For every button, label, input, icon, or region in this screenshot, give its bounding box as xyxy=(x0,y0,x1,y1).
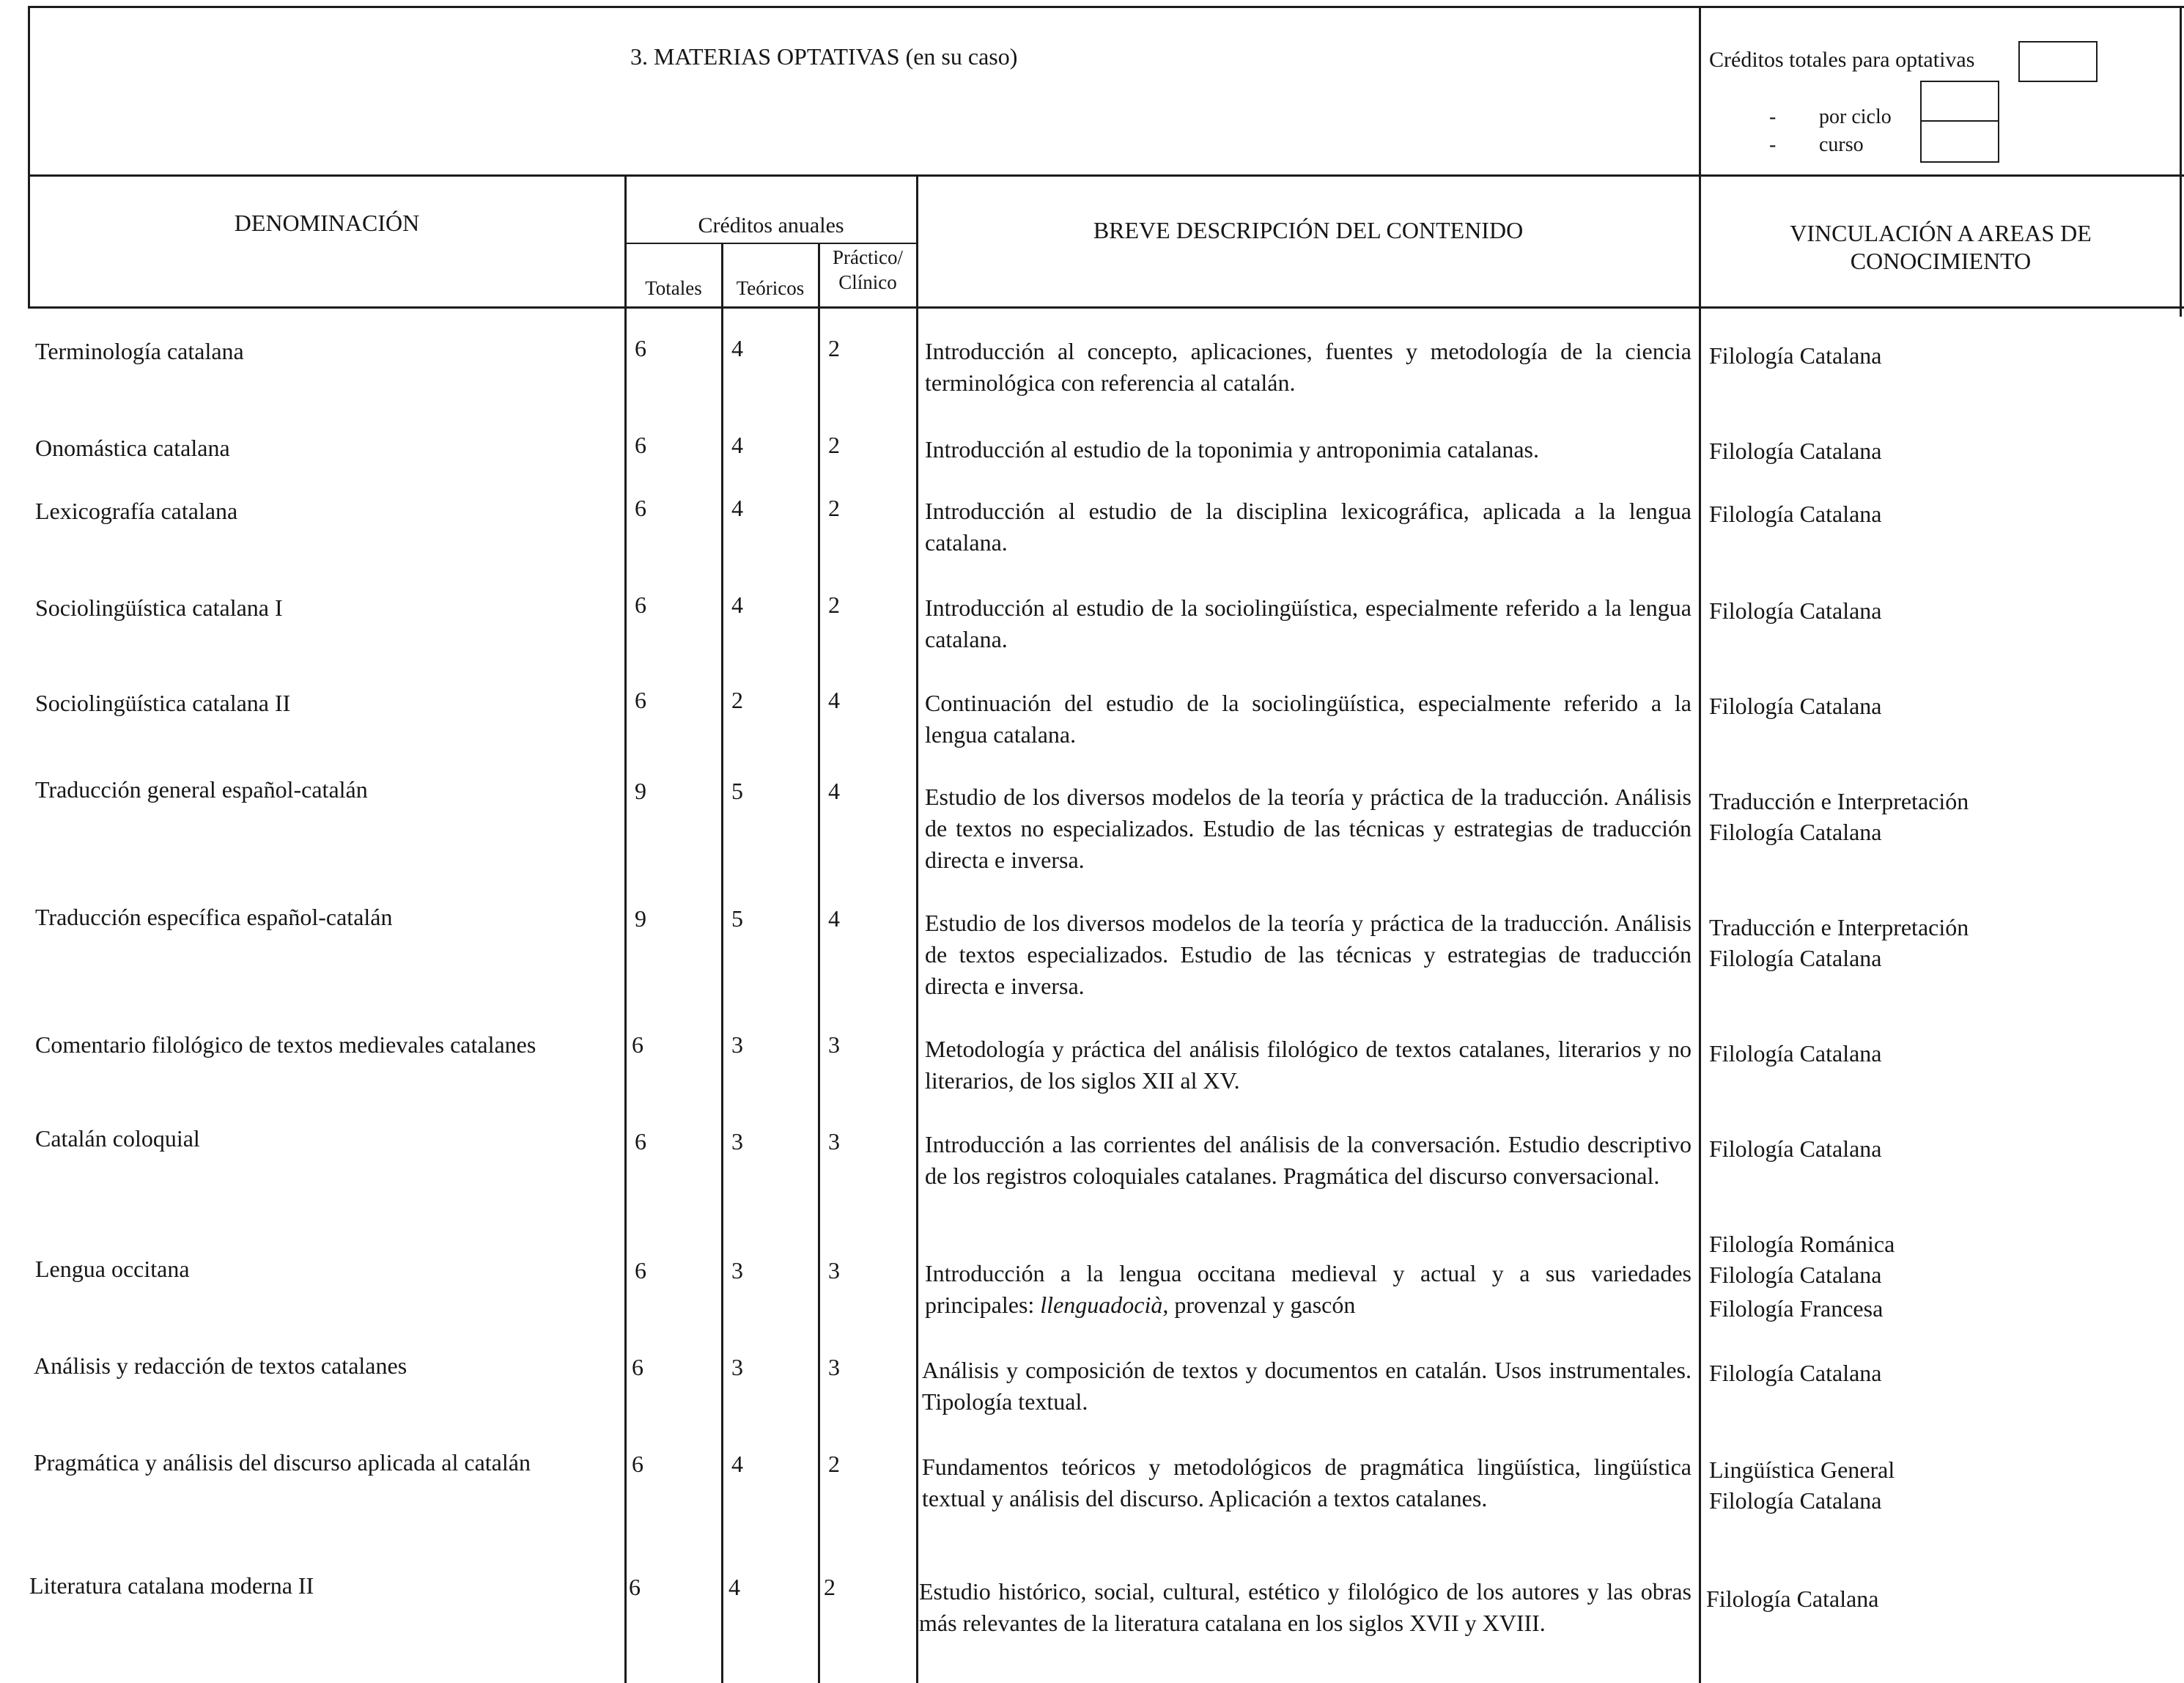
row-totales: 6 xyxy=(632,1451,643,1477)
per-cycle-label: por ciclo xyxy=(1819,106,1892,128)
col-header-bottom-line xyxy=(28,306,2184,309)
row-description: Continuación del estudio de la sociolingüística, especialmente referido a la lengua catalana. xyxy=(925,690,1692,748)
row-area: Filología Catalana xyxy=(1709,1135,1882,1162)
row-practicos: 2 xyxy=(828,335,840,361)
totales-divider xyxy=(721,243,723,1683)
denominacion-divider xyxy=(624,176,627,1683)
row-area: Filología Catalana xyxy=(1709,945,1882,971)
row-teoricos: 4 xyxy=(731,432,743,458)
teoricos-divider xyxy=(818,243,820,1683)
row-area: Filología Francesa xyxy=(1709,1295,1884,1322)
row-area: Filología Catalana xyxy=(1709,693,1882,719)
credits-total-box[interactable] xyxy=(2018,41,2098,82)
row-description: Estudio de los diversos modelos de la teoría y práctica de la traducción. Análisis de textos no especializados. Estudio de las técnicas y estrategias de traducción directa e inversa. xyxy=(925,784,1692,873)
per-cycle-bullet: - xyxy=(1769,106,1777,128)
row-area: Filología Románica xyxy=(1709,1231,1895,1257)
frame-top xyxy=(28,6,2184,8)
col-header-practico-line2: Clínico xyxy=(838,271,897,293)
row-description: Análisis y composición de textos y documentos en catalán. Usos instrumentales. Tipología textual. xyxy=(922,1357,1692,1415)
row-practicos: 3 xyxy=(828,1128,840,1154)
row-totales: 6 xyxy=(635,1257,646,1284)
row-totales: 6 xyxy=(629,1574,641,1600)
row-description: Introducción al estudio de la sociolingüística, especialmente referido a la lengua catalana. xyxy=(925,594,1692,652)
col-header-denominacion: DENOMINACIÓN xyxy=(234,210,420,236)
per-cycle-box[interactable] xyxy=(1920,81,1999,122)
credits-total-label: Créditos totales para optativas xyxy=(1709,48,1975,72)
col-header-descripcion: BREVE DESCRIPCIÓN DEL CONTENIDO xyxy=(1093,217,1524,243)
row-name: Sociolingüística catalana I xyxy=(35,594,283,621)
row-totales: 6 xyxy=(632,1354,643,1380)
row-practicos: 4 xyxy=(828,905,840,932)
course-box[interactable] xyxy=(1920,120,1999,163)
row-description: Introducción al concepto, aplicaciones, fuentes y metodología de la ciencia terminológica con referencia al catalán. xyxy=(925,338,1692,396)
row-description xyxy=(925,1258,1692,1321)
row-name: Pragmática y análisis del discurso aplicada al catalán xyxy=(34,1449,531,1476)
col-header-totales: Totales xyxy=(645,277,702,299)
col-header-creditos-anuales: Créditos anuales xyxy=(698,213,844,237)
row-name: Lengua occitana xyxy=(35,1256,190,1282)
row-teoricos: 4 xyxy=(731,335,743,361)
row-name: Terminología catalana xyxy=(35,338,244,364)
row-totales: 6 xyxy=(632,1031,643,1058)
row-area: Filología Catalana xyxy=(1706,1586,1879,1612)
col-header-vinculacion-line2: CONOCIMIENTO xyxy=(1850,248,2032,274)
course-bullet: - xyxy=(1769,133,1777,156)
row-area: Lingüística General xyxy=(1709,1456,1895,1483)
row-name: Comentario filológico de textos medievales catalanes xyxy=(35,1031,536,1058)
row-description: Introducción a las corrientes del análisis de la conversación. Estudio descriptivo de los registros coloquiales catalanes. Pragmática del discurso conversacional. xyxy=(925,1131,1692,1189)
row-totales: 6 xyxy=(635,495,646,521)
row-totales: 6 xyxy=(635,335,646,361)
row-description-italic: llenguadocià xyxy=(1040,1292,1163,1318)
row-name: Catalán coloquial xyxy=(35,1125,200,1152)
row-description: Metodología y práctica del análisis filológico de textos catalanes, literarios y no literarios, de los siglos XII al XV. xyxy=(925,1036,1692,1094)
row-name: Análisis y redacción de textos catalanes xyxy=(34,1352,407,1379)
row-area: Filología Catalana xyxy=(1709,438,1882,464)
row-area: Filología Catalana xyxy=(1709,1262,1882,1288)
row-teoricos: 4 xyxy=(731,592,743,618)
col-header-teoricos: Teóricos xyxy=(736,277,805,299)
frame-left xyxy=(28,6,30,308)
row-description: Estudio histórico, social, cultural, estético y filológico de los autores y las obras más relevantes de la literatura catalana en los siglos XVII y XVIII. xyxy=(919,1578,1692,1636)
row-teoricos: 4 xyxy=(731,495,743,521)
page-title: 3. MATERIAS OPTATIVAS (en su caso) xyxy=(630,43,1018,70)
row-practicos: 3 xyxy=(828,1031,840,1058)
row-name: Traducción general español-catalán xyxy=(35,776,368,803)
row-totales: 6 xyxy=(635,592,646,618)
row-teoricos: 4 xyxy=(728,1574,740,1600)
row-totales: 6 xyxy=(635,687,646,713)
col-header-practico-line1: Práctico/ xyxy=(833,246,903,268)
row-practicos: 4 xyxy=(828,687,840,713)
row-name: Sociolingüística catalana II xyxy=(35,690,291,716)
row-area: Filología Catalana xyxy=(1709,1040,1882,1067)
row-teoricos: 5 xyxy=(731,778,743,804)
row-description-a: Introducción a la lengua occitana medieval y actual y a sus variedades principales: xyxy=(925,1260,1692,1318)
row-name: Literatura catalana moderna II xyxy=(29,1572,314,1599)
row-practicos: 2 xyxy=(828,432,840,458)
creditos-sub-line xyxy=(624,243,918,244)
row-totales: 9 xyxy=(635,778,646,804)
row-teoricos: 3 xyxy=(731,1354,743,1380)
row-practicos: 4 xyxy=(828,778,840,804)
row-practicos: 3 xyxy=(828,1257,840,1284)
row-name: Lexicografía catalana xyxy=(35,498,238,524)
row-area: Filología Catalana xyxy=(1709,819,1882,845)
row-teoricos: 3 xyxy=(731,1257,743,1284)
row-area: Filología Catalana xyxy=(1709,501,1882,527)
row-area: Traducción e Interpretación xyxy=(1709,914,1969,940)
row-practicos: 2 xyxy=(828,1451,840,1477)
row-practicos: 2 xyxy=(828,495,840,521)
descripcion-divider xyxy=(916,176,918,1683)
row-practicos: 2 xyxy=(824,1574,835,1600)
row-area: Filología Catalana xyxy=(1709,597,1882,624)
row-totales: 6 xyxy=(635,432,646,458)
row-description: Fundamentos teóricos y metodológicos de pragmática lingüística, lingüística textual y análisis del discurso. Aplicación a textos catalanes. xyxy=(922,1454,1692,1511)
row-area: Filología Catalana xyxy=(1709,342,1882,369)
row-description: Estudio de los diversos modelos de la teoría y práctica de la traducción. Análisis de textos especializados. Estudio de las técnicas y estrategias de traducción directa e inversa. xyxy=(925,910,1692,999)
row-teoricos: 3 xyxy=(731,1031,743,1058)
row-teoricos: 4 xyxy=(731,1451,743,1477)
row-teoricos: 3 xyxy=(731,1128,743,1154)
row-description: Introducción al estudio de la disciplina lexicográfica, aplicada a la lengua catalana. xyxy=(925,498,1692,556)
header-bottom-line xyxy=(28,174,2184,177)
row-name: Onomástica catalana xyxy=(35,435,230,461)
row-practicos: 3 xyxy=(828,1354,840,1380)
row-totales: 9 xyxy=(635,905,646,932)
course-label: curso xyxy=(1819,133,1864,156)
row-area: Filología Catalana xyxy=(1709,1360,1882,1386)
row-name: Traducción específica español-catalán xyxy=(35,904,393,930)
row-area: Filología Catalana xyxy=(1709,1487,1882,1514)
row-practicos: 2 xyxy=(828,592,840,618)
col-header-vinculacion-line1: VINCULACIÓN A AREAS DE xyxy=(1790,220,2092,246)
row-totales: 6 xyxy=(635,1128,646,1154)
row-teoricos: 5 xyxy=(731,905,743,932)
row-teoricos: 2 xyxy=(731,687,743,713)
row-area: Traducción e Interpretación xyxy=(1709,788,1969,814)
row-description: Introducción al estudio de la toponimia y antroponimia catalanas. xyxy=(925,436,1539,463)
row-description-c: , provenzal y gascón xyxy=(1162,1292,1356,1318)
